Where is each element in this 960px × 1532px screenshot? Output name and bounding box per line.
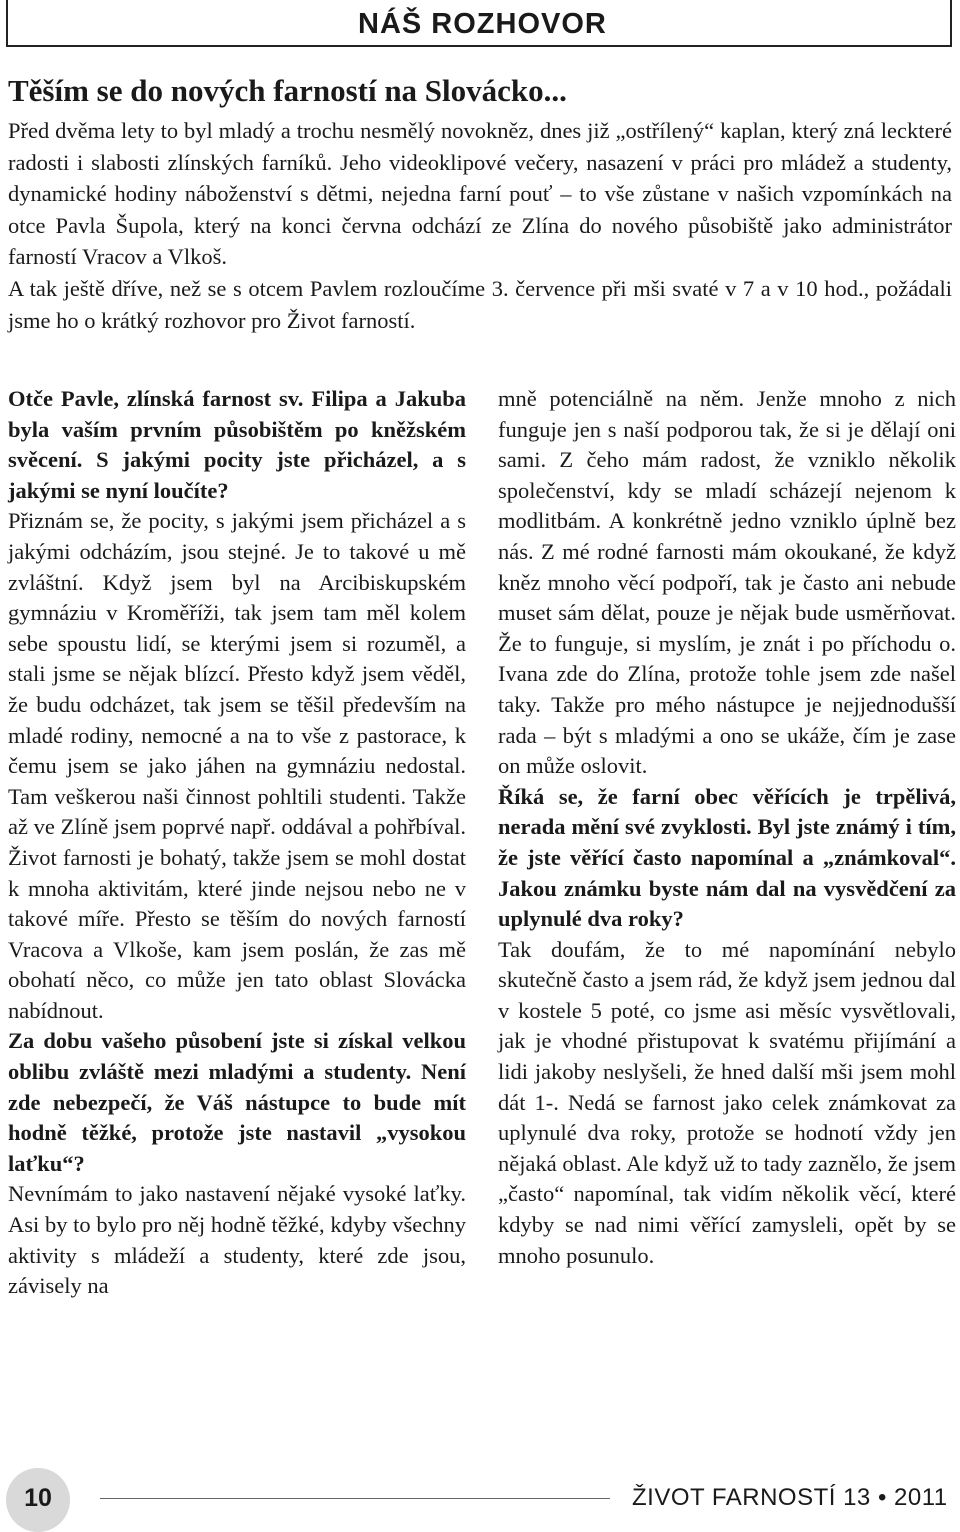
footer-divider (100, 1498, 610, 1499)
magazine-title: ŽIVOT FARNOSTÍ 13 • 2011 (632, 1484, 948, 1511)
section-label: NÁŠ ROZHOVOR (358, 8, 607, 40)
intro-paragraph: Před dvěma lety to byl mladý a trochu nesmělý novokněz, dnes již „ostřílený“ kaplan, který zná leckteré radosti i slabosti zlínských farníků. Jeho videoklipové večery, nasazení v práci pro mládež a studenty, dynamické hodiny náboženství s dětmi, nejedna farní pouť – to vše zůstane v našich vzpomínkách na otce Pavla Šupola, který na konci června odchází ze Zlína do nového působiště jako administrátor farností Vracov a Vlkoš. (8, 118, 952, 270)
answer-1: Přiznám se, že pocity, s jakými jsem přicházel a s jakými odcházím, jsou stejné. Je to takové u mě zvláštní. Když jsem byl na Arcibiskupském gymnáziu v Kroměříži, tak jsem tam měl kolem sebe spoustu lidí, se kterými jsem si rozuměl, a stali jsme se nějak blízcí. Přesto když jsem věděl, že budu odcházet, tak jsem se těšil především na mladé rodiny, nemocné a na to vše z pastorace, k čemu jsem se jako jáhen na gymnáziu nedostal. Tam veškerou naši činnost pohltili studenti. Takže až ve Zlíně jsem poprvé např. oddával a pohřbíval. Život farnosti je bohatý, takže jsem se mohl dostat k mnoha aktivitám, které jinde nejsou nebo ne v takové míře. Přesto se těším do nových farností Vracova a Vlkoše, kam jsem poslán, že zas mě obohatí něco, co může jen tato oblast Slovácka nabídnout. (8, 508, 466, 1023)
answer-2-part-1: Nevnímám to jako nastavení nějaké vysoké laťky. Asi by to bylo pro něj hodně těžké, kdyby všechny aktivity s mládeží a studenty, které zde jsou, závisely na (8, 1181, 466, 1299)
question-3: Říká se, že farní obec věřících je trpělivá, nerada mění své zvyklosti. Byl jste známý i tím, že jste věřící často napomínal a „známkoval“. Jakou známku byste nám dal na vysvědčení za uplynulé dva roky? (498, 783, 956, 932)
answer-3: Tak doufám, že to mé napomínání nebylo skutečně často a jsem rád, že když jsem jednou dal v kostele 5 poté, co jsme asi měsíc vysvětlovali, jak je vhodné přistupovat k svatému přijímání a lidi jakoby neslyšeli, že hned další mši jsem mohl dát 1-. Nedá se farnost jako celek známkovat za uplynulé dva roky, protože se hodnotí vždy jen nějaká oblast. Ale když už to tady zaznělo, že jsem „často“ napomínal, tak vidím několik věcí, které kdyby se nad nimi věřící zamysleli, opět by se mnoho posunulo. (498, 936, 956, 1268)
left-column (8, 384, 466, 1302)
intro-paragraph-2: A tak ještě dříve, než se s otcem Pavlem rozloučíme 3. července při mši svaté v 7 a v 10 hod., požádali jsme ho o krátký rozhovor pro Život farností. (8, 275, 952, 333)
right-column (498, 384, 956, 1271)
article-intro (8, 115, 952, 336)
article-headline: Těším se do nových farností na Slovácko... (8, 73, 567, 108)
page-number: 10 (24, 1484, 52, 1512)
question-1: Otče Pavle, zlínská farnost sv. Filipa a Jakuba byla vaším prvním působištěm po kněžském svěcení. S jakými pocity jste přicházel, a s jakými se nyní loučíte? (8, 386, 466, 503)
question-2: Za dobu vašeho působení jste si získal velkou oblibu zvláště mezi mladými a studenty. Není zde nebezpečí, že Váš nástupce to bude mít hodně těžké, protože jste nastavil „vysokou laťku“? (8, 1028, 466, 1176)
answer-2-part-2: mně potenciálně na něm. Jenže mnoho z nich funguje jen s naší podporou tak, že si je dělají oni sami. Z čeho mám radost, že vzniklo několik společenství, kdy se mladí scházejí nejenom k modlitbám. A konkrétně jedno vzniklo úplně bez nás. Z mé rodné farnosti mám okoukané, že když kněz mnoho věcí podpoří, tak je často ani nebude muset sám dělat, pouze je nějak bude usměrňovat. Že to funguje, si myslím, je znát i po příchodu o. Ivana zde do Zlína, protože tohle jsem zde našel taky. Takže pro mého nástupce je nejjednodušší rada – být s mladými a ono se ukáže, čím je zase on může oslovit. (498, 386, 956, 779)
